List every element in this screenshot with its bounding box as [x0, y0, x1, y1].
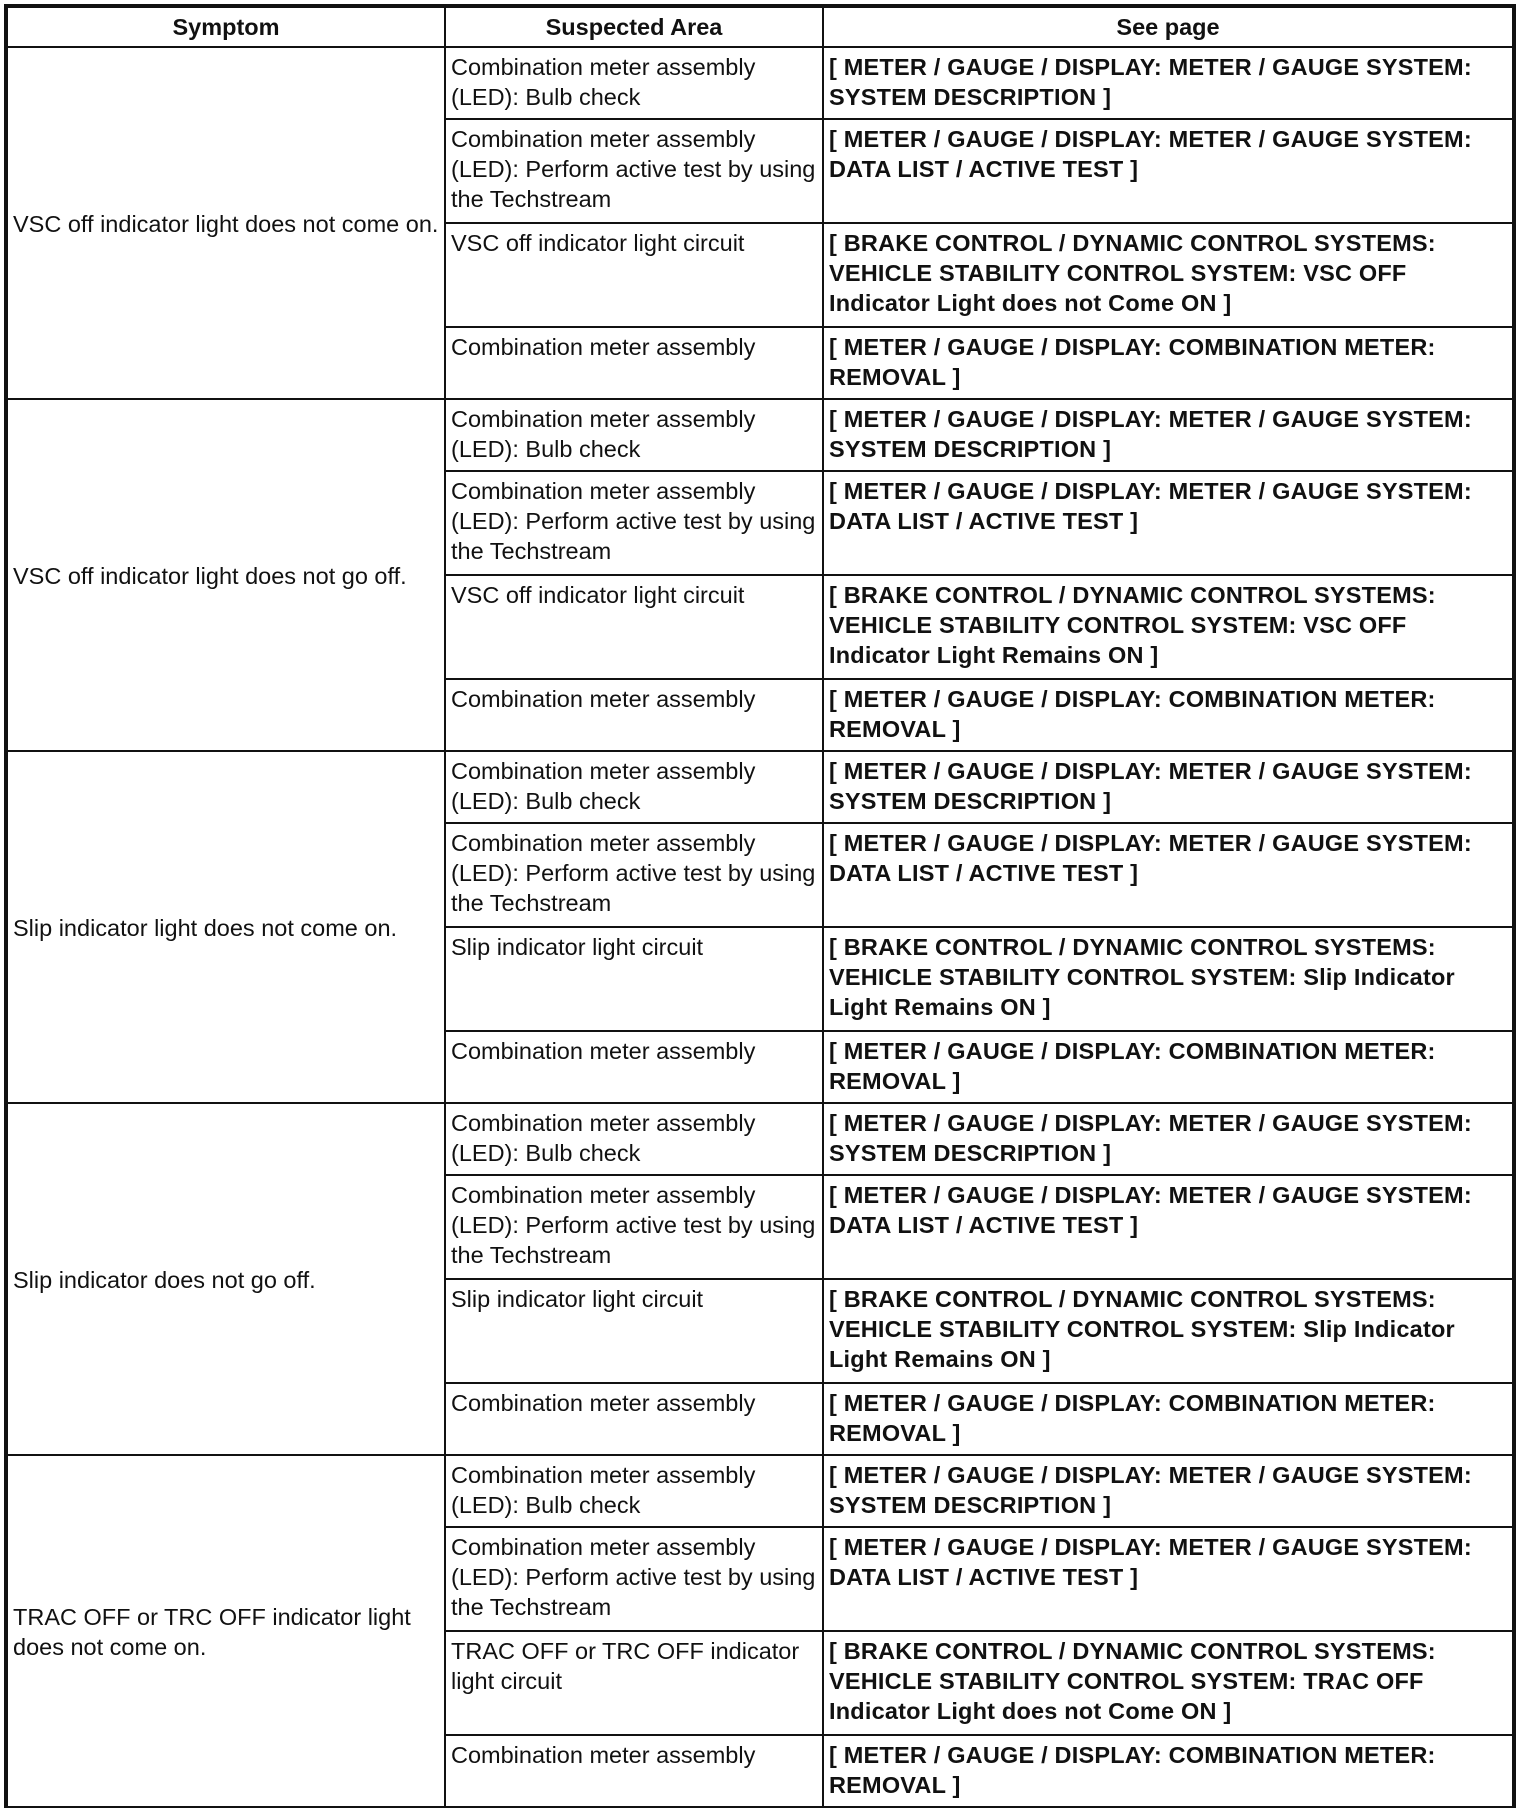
- symptom-table: [6, 6, 1514, 1808]
- suspected-area-cell: TRAC OFF or TRC OFF indicator light circuit: [445, 1631, 823, 1735]
- header-row: [7, 7, 1513, 47]
- reference-link[interactable]: [ METER / GAUGE / DISPLAY: METER / GAUGE SYSTEM: SYSTEM DESCRIPTION ]: [823, 751, 1513, 823]
- symptom-cell: VSC off indicator light does not come on.: [7, 47, 445, 399]
- symptom-group: [7, 399, 1513, 751]
- suspected-area-cell: Combination meter assembly (LED): Bulb check: [445, 1455, 823, 1527]
- suspected-area-cell: Combination meter assembly (LED): Perform active test by using the Techstream: [445, 823, 823, 927]
- reference-link[interactable]: [ METER / GAUGE / DISPLAY: METER / GAUGE SYSTEM: SYSTEM DESCRIPTION ]: [823, 399, 1513, 471]
- reference-link[interactable]: [ METER / GAUGE / DISPLAY: COMBINATION METER: REMOVAL ]: [823, 679, 1513, 751]
- table-row: [7, 1455, 1513, 1527]
- reference-link[interactable]: [ METER / GAUGE / DISPLAY: METER / GAUGE SYSTEM: SYSTEM DESCRIPTION ]: [823, 47, 1513, 119]
- suspected-area-cell: Combination meter assembly: [445, 1383, 823, 1455]
- suspected-area-cell: Combination meter assembly: [445, 327, 823, 399]
- table-row: [7, 47, 1513, 119]
- table-row: [7, 399, 1513, 471]
- symptom-cell: Slip indicator light does not come on.: [7, 751, 445, 1103]
- reference-link[interactable]: [ BRAKE CONTROL / DYNAMIC CONTROL SYSTEMS: VEHICLE STABILITY CONTROL SYSTEM: VSC OFF Indicator Light Remains ON ]: [823, 575, 1513, 679]
- suspected-area-cell: Combination meter assembly (LED): Bulb check: [445, 1103, 823, 1175]
- reference-link[interactable]: [ METER / GAUGE / DISPLAY: COMBINATION METER: REMOVAL ]: [823, 327, 1513, 399]
- header-suspected-area: Suspected Area: [445, 7, 823, 47]
- suspected-area-cell: Combination meter assembly: [445, 1031, 823, 1103]
- reference-link[interactable]: [ METER / GAUGE / DISPLAY: METER / GAUGE SYSTEM: SYSTEM DESCRIPTION ]: [823, 1455, 1513, 1527]
- suspected-area-cell: VSC off indicator light circuit: [445, 223, 823, 327]
- suspected-area-cell: Slip indicator light circuit: [445, 927, 823, 1031]
- suspected-area-cell: Combination meter assembly (LED): Perform active test by using the Techstream: [445, 1527, 823, 1631]
- reference-link[interactable]: [ BRAKE CONTROL / DYNAMIC CONTROL SYSTEMS: VEHICLE STABILITY CONTROL SYSTEM: VSC OFF Indicator Light does not Come ON ]: [823, 223, 1513, 327]
- symptom-group: [7, 1455, 1513, 1807]
- suspected-area-cell: VSC off indicator light circuit: [445, 575, 823, 679]
- suspected-area-cell: Combination meter assembly (LED): Bulb check: [445, 399, 823, 471]
- table-row: [7, 751, 1513, 823]
- symptom-cell: VSC off indicator light does not go off.: [7, 399, 445, 751]
- symptom-group: [7, 751, 1513, 1103]
- reference-link[interactable]: [ METER / GAUGE / DISPLAY: METER / GAUGE SYSTEM: DATA LIST / ACTIVE TEST ]: [823, 119, 1513, 223]
- suspected-area-cell: Combination meter assembly (LED): Perform active test by using the Techstream: [445, 1175, 823, 1279]
- reference-link[interactable]: [ METER / GAUGE / DISPLAY: METER / GAUGE SYSTEM: SYSTEM DESCRIPTION ]: [823, 1103, 1513, 1175]
- suspected-area-cell: Combination meter assembly (LED): Bulb check: [445, 47, 823, 119]
- reference-link[interactable]: [ BRAKE CONTROL / DYNAMIC CONTROL SYSTEMS: VEHICLE STABILITY CONTROL SYSTEM: Slip Indicator Light Remains ON ]: [823, 927, 1513, 1031]
- header-see-page: See page: [823, 7, 1513, 47]
- reference-link[interactable]: [ METER / GAUGE / DISPLAY: COMBINATION METER: REMOVAL ]: [823, 1735, 1513, 1807]
- suspected-area-cell: Combination meter assembly: [445, 679, 823, 751]
- header-symptom: Symptom: [7, 7, 445, 47]
- reference-link[interactable]: [ METER / GAUGE / DISPLAY: METER / GAUGE SYSTEM: DATA LIST / ACTIVE TEST ]: [823, 1527, 1513, 1631]
- suspected-area-cell: Combination meter assembly (LED): Perform active test by using the Techstream: [445, 471, 823, 575]
- reference-link[interactable]: [ METER / GAUGE / DISPLAY: METER / GAUGE SYSTEM: DATA LIST / ACTIVE TEST ]: [823, 1175, 1513, 1279]
- suspected-area-cell: Combination meter assembly: [445, 1735, 823, 1807]
- table-row: [7, 1103, 1513, 1175]
- reference-link[interactable]: [ METER / GAUGE / DISPLAY: COMBINATION METER: REMOVAL ]: [823, 1031, 1513, 1103]
- suspected-area-cell: Slip indicator light circuit: [445, 1279, 823, 1383]
- suspected-area-cell: Combination meter assembly (LED): Perform active test by using the Techstream: [445, 119, 823, 223]
- symptom-group: [7, 1103, 1513, 1455]
- reference-link[interactable]: [ METER / GAUGE / DISPLAY: METER / GAUGE SYSTEM: DATA LIST / ACTIVE TEST ]: [823, 823, 1513, 927]
- reference-link[interactable]: [ BRAKE CONTROL / DYNAMIC CONTROL SYSTEMS: VEHICLE STABILITY CONTROL SYSTEM: TRAC OFF Indicator Light does not Come ON ]: [823, 1631, 1513, 1735]
- symptom-cell: TRAC OFF or TRC OFF indicator light does not come on.: [7, 1455, 445, 1807]
- suspected-area-cell: Combination meter assembly (LED): Bulb check: [445, 751, 823, 823]
- reference-link[interactable]: [ METER / GAUGE / DISPLAY: COMBINATION METER: REMOVAL ]: [823, 1383, 1513, 1455]
- reference-link[interactable]: [ BRAKE CONTROL / DYNAMIC CONTROL SYSTEMS: VEHICLE STABILITY CONTROL SYSTEM: Slip Indicator Light Remains ON ]: [823, 1279, 1513, 1383]
- symptom-group: [7, 47, 1513, 399]
- reference-link[interactable]: [ METER / GAUGE / DISPLAY: METER / GAUGE SYSTEM: DATA LIST / ACTIVE TEST ]: [823, 471, 1513, 575]
- symptom-cell: Slip indicator does not go off.: [7, 1103, 445, 1455]
